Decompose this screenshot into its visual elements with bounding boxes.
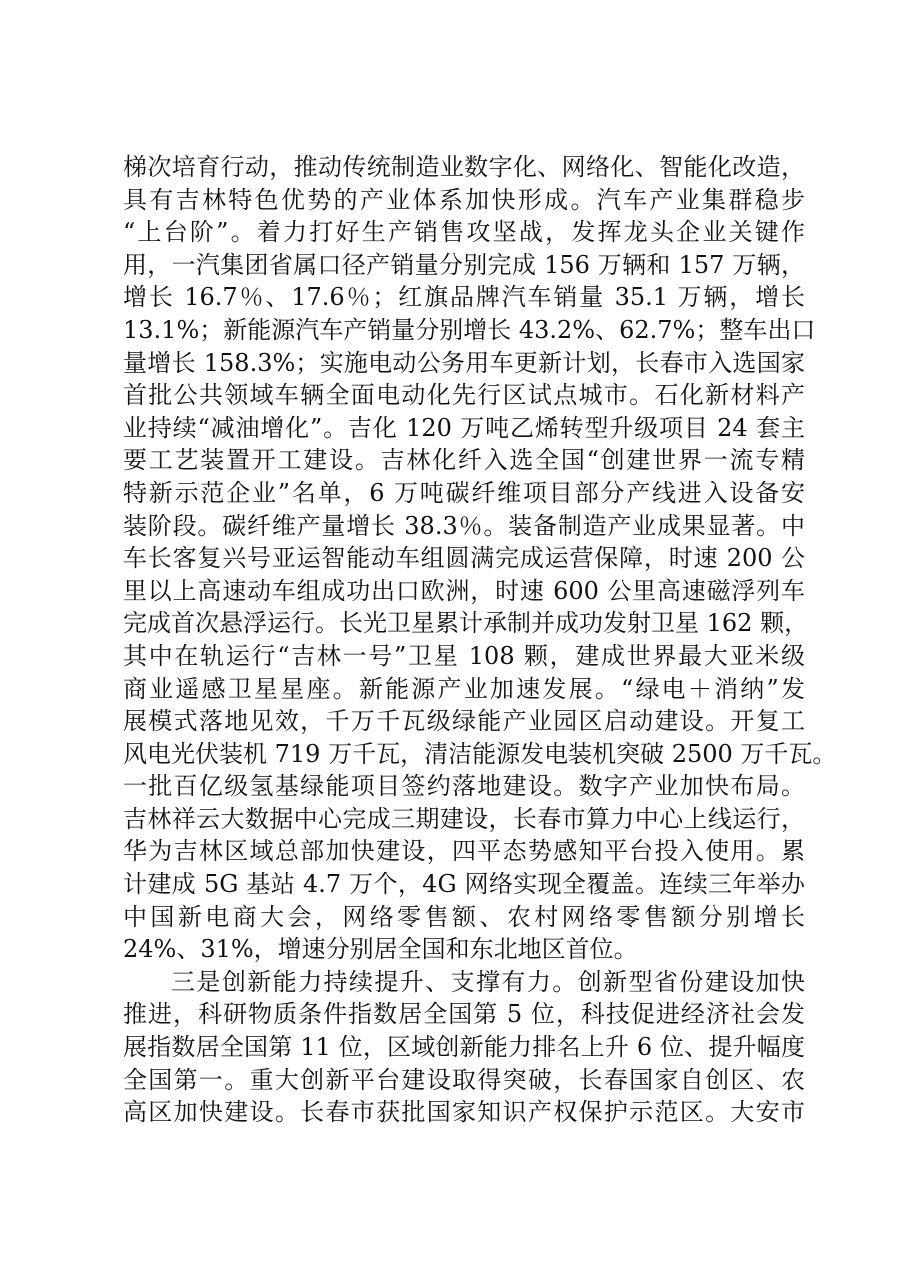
text-line: “上台阶”。着力打好生产销售攻坚战，发挥龙头企业关键作 — [123, 218, 805, 247]
text-line: 展模式落地见效，千万千瓦级绿能产业园区启动建设。开复工 — [123, 707, 805, 736]
text-line: 华为吉林区域总部加快建设，四平态势感知平台投入使用。累 — [123, 837, 805, 866]
text-line: 其中在轨运行“吉林一号”卫星 108 颗，建成世界最大亚米级 — [123, 641, 805, 670]
text-line: 增长 16.7％、17.6％；红旗品牌汽车销量 35.1 万辆，增长 — [123, 283, 805, 312]
text-line: 24%、31%，增速分别居全国和东北地区首位。 — [123, 935, 638, 964]
text-line: 具有吉林特色优势的产业体系加快形成。汽车产业集群稳步 — [123, 185, 805, 214]
text-line: 计建成 5G 基站 4.7 万个，4G 网络实现全覆盖。连续三年举办 — [123, 870, 805, 899]
body-text — [123, 151, 837, 1129]
text-line: 展指数居全国第 11 位，区域创新能力排名上升 6 位、提升幅度 — [123, 1033, 805, 1062]
text-line: 特新示范企业”名单，6 万吨碳纤维项目部分产线进入设备安 — [123, 478, 805, 507]
text-line: 里以上高速动车组成功出口欧洲，时速 600 公里高速磁浮列车 — [123, 576, 805, 605]
paragraph-start-line: 三是创新能力持续提升、支撑有力。创新型省份建设加快 — [171, 967, 805, 996]
text-line: 要工艺装置开工建设。吉林化纤入选全国“创建世界一流专精 — [123, 446, 805, 475]
text-line: 高区加快建设。长春市获批国家知识产权保护示范区。大安市 — [123, 1098, 805, 1127]
text-line: 量增长 158.3%；实施电动公务用车更新计划，长春市入选国家 — [123, 348, 805, 377]
text-line: 一批百亿级氢基绿能项目签约落地建设。数字产业加快布局。 — [123, 772, 805, 801]
text-line: 推进，科研物质条件指数居全国第 5 位，科技促进经济社会发 — [123, 1000, 805, 1029]
text-line: 车长客复兴号亚运智能动车组圆满完成运营保障，时速 200 公 — [123, 544, 805, 573]
text-line: 用，一汽集团省属口径产销量分别完成 156 万辆和 157 万辆， — [123, 250, 805, 279]
text-line: 商业遥感卫星星座。新能源产业加速发展。“绿电＋消纳”发 — [123, 674, 805, 703]
text-line: 首批公共领域车辆全面电动化先行区试点城市。石化新材料产 — [123, 381, 805, 410]
text-line: 梯次培育行动，推动传统制造业数字化、网络化、智能化改造， — [123, 153, 805, 181]
text-line: 业持续“减油增化”。吉化 120 万吨乙烯转型升级项目 24 套主 — [123, 413, 805, 442]
text-line: 完成首次悬浮运行。长光卫星累计承制并成功发射卫星 162 颗， — [123, 609, 809, 638]
text-line: 装阶段。碳纤维产量增长 38.3％。装备制造产业成果显著。中 — [123, 511, 805, 540]
text-line: 吉林祥云大数据中心完成三期建设，长春市算力中心上线运行， — [123, 804, 805, 833]
text-line: 风电光伏装机 719 万千瓦，清洁能源发电装机突破 2500 万千瓦。 — [123, 739, 837, 768]
text-line: 中国新电商大会，网络零售额、农村网络零售额分别增长 — [123, 902, 805, 931]
text-line: 13.1%；新能源汽车产销量分别增长 43.2%、62.7%；整车出口 — [123, 315, 816, 344]
text-line: 全国第一。重大创新平台建设取得突破，长春国家自创区、农 — [123, 1065, 805, 1094]
